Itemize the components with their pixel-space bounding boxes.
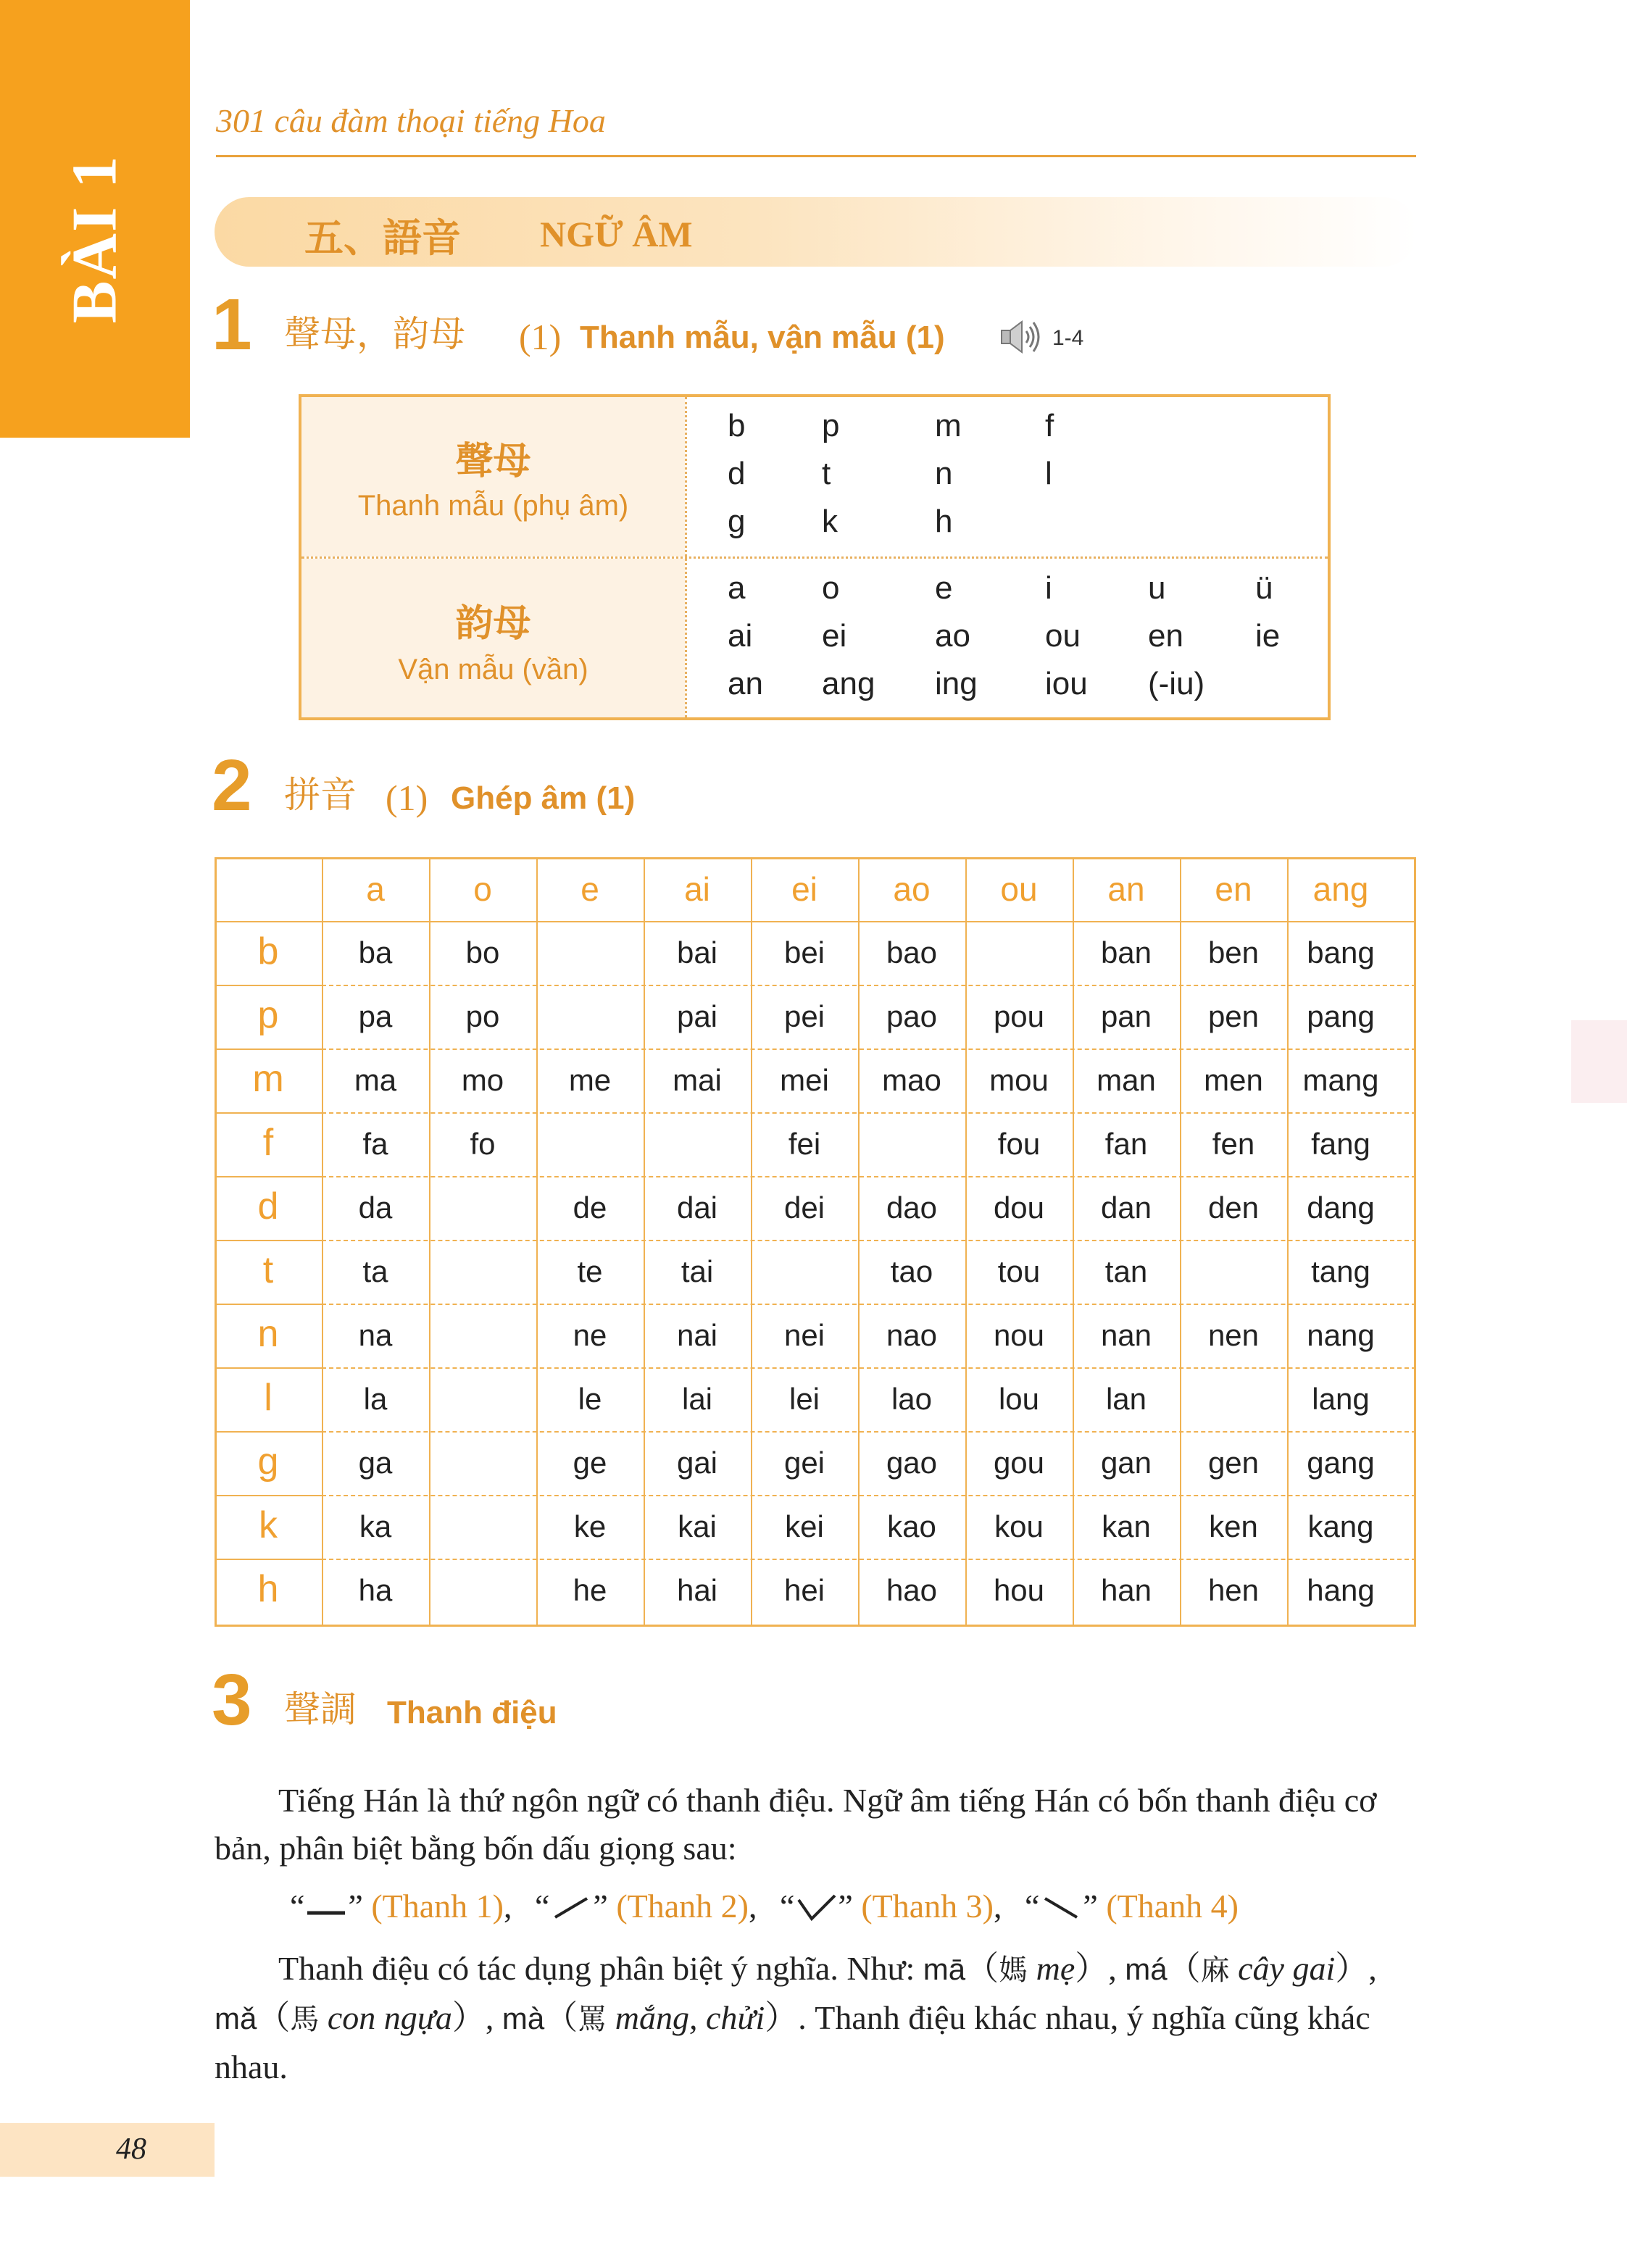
syllable-cell: fou (997, 1127, 1041, 1161)
finals-label-vietnamese: Vận mẫu (vần) (398, 654, 588, 685)
final-item: ai (728, 618, 753, 654)
speaker-icon[interactable] (1000, 319, 1044, 355)
syllable-cell: kang (1307, 1509, 1374, 1543)
initial-item: g (728, 504, 746, 539)
syllable-cell: gou (993, 1446, 1045, 1480)
syllable-cell: man (1097, 1063, 1156, 1097)
syllable-cell: he (573, 1573, 607, 1607)
syllable-cell: hao (886, 1573, 938, 1607)
syllable-cell (429, 1304, 536, 1367)
page-edge-tab (1571, 1020, 1627, 1103)
final-item: u (1148, 570, 1166, 606)
example-3-meaning: con ngựa (327, 1999, 452, 2036)
syllable-cell: gai (676, 1446, 718, 1480)
heading-2-vietnamese: Ghép âm (1) (451, 780, 636, 816)
tone-4-mark-icon (1039, 1893, 1083, 1922)
syllable-cell: fan (1104, 1127, 1148, 1161)
syllable-cell: gao (886, 1446, 938, 1480)
tone-meaning-paragraph: Thanh điệu có tác dụng phân biệt ý nghĩa. Như: mā（媽 mẹ）, má（麻 cây gai）, mǎ（馬 con ngựa）, mà（罵 mắng, chửi）. Thanh điệu khác nhau, ý nghĩa cũng khác nhau. (215, 1950, 1377, 2085)
heading-3-chinese: 聲調 (284, 1688, 357, 1730)
final-item: o (822, 570, 840, 606)
initial-item: n (935, 456, 953, 491)
syllable-cell: ben (1207, 935, 1260, 970)
example-1-pinyin: mā (923, 1952, 966, 1986)
tone-1-label: (Thanh 1) (371, 1888, 504, 1925)
initial-item: m (935, 408, 962, 443)
syllable-cell: da (358, 1191, 393, 1225)
final-item: (-iu) (1148, 666, 1205, 701)
syllable-cell: mang (1302, 1063, 1379, 1097)
syllable-cell: mao (882, 1063, 941, 1097)
row-header: n (257, 1313, 279, 1355)
initial-item: b (728, 408, 746, 443)
example-2-chinese: 麻 (1200, 1954, 1230, 1987)
syllable-cell: kei (785, 1509, 824, 1543)
initial-item: t (822, 456, 831, 491)
initial-item: k (822, 504, 838, 539)
heading-2-number: 2 (212, 745, 252, 826)
final-item: ü (1255, 570, 1273, 606)
syllable-cell: hai (676, 1573, 718, 1607)
book-title: 301 câu đàm thoại tiếng Hoa (216, 102, 606, 139)
syllable-cell: dang (1307, 1191, 1375, 1225)
syllable-cell: nao (886, 1318, 938, 1352)
syllable-cell: gan (1100, 1446, 1152, 1480)
column-header: ai (684, 870, 710, 908)
tone-2-mark-icon (549, 1893, 593, 1922)
tone-2-label: (Thanh 2) (616, 1888, 749, 1925)
final-item: i (1045, 570, 1052, 606)
syllable-cell: fo (470, 1127, 496, 1161)
syllable-cell (1180, 1367, 1287, 1431)
syllable-cell: pou (993, 999, 1045, 1033)
final-item: ie (1255, 618, 1281, 654)
syllable-cell: hou (993, 1573, 1045, 1607)
tone-4-label: (Thanh 4) (1106, 1888, 1239, 1925)
syllable-cell: men (1204, 1063, 1263, 1097)
syllable-cell: hen (1207, 1573, 1260, 1607)
initials-label-chinese: 聲母 (455, 439, 531, 483)
column-header: o (473, 870, 492, 908)
row-header: k (259, 1504, 278, 1546)
audio-track-number: 1-4 (1052, 326, 1084, 350)
heading-2-chinese: 拼音 (284, 774, 357, 816)
tone-marks-line: “ ” (Thanh 1), “ ” (Thanh 2), “ ” (Thanh 3), “ ” (Thanh 4) (290, 1888, 1239, 1925)
heading-1-number: 1 (212, 284, 252, 365)
example-3-pinyin: mǎ (215, 2001, 257, 2035)
example-4-meaning: mắng, chửi (615, 1999, 765, 2036)
syllable-cell: lan (1105, 1382, 1147, 1416)
syllable-cell: han (1100, 1573, 1152, 1607)
row-header: h (257, 1568, 279, 1610)
para2-tail: . Thanh điệu khác nhau, ý nghĩa cũng khác nhau. (215, 1999, 1370, 2085)
syllable-cell: dei (783, 1191, 825, 1225)
syllable-cell: tang (1311, 1254, 1370, 1288)
final-item: ang (822, 666, 875, 701)
syllable-cell: ge (573, 1446, 607, 1480)
syllable-cell: ba (358, 935, 393, 970)
syllable-cell: dou (993, 1191, 1045, 1225)
initials-label-vietnamese: Thanh mẫu (phụ âm) (357, 490, 629, 522)
syllable-cell: gang (1307, 1446, 1375, 1480)
syllable-cell: ha (358, 1573, 393, 1607)
column-header: ang (1312, 870, 1369, 908)
para2-lead: Thanh điệu có tác dụng phân biệt ý nghĩa. Như: (278, 1950, 915, 1987)
syllable-cell: fang (1311, 1127, 1370, 1161)
column-header: en (1215, 870, 1252, 908)
syllable-cell: tan (1104, 1254, 1148, 1288)
syllable-cell: gen (1207, 1446, 1260, 1480)
syllable-cell: nei (783, 1318, 825, 1352)
row-header: b (257, 930, 279, 972)
row-header: f (262, 1122, 274, 1164)
syllable-cell: ta (362, 1254, 388, 1288)
syllable-cell: nan (1100, 1318, 1152, 1352)
syllable-cell: kao (887, 1509, 936, 1543)
heading-3-number: 3 (212, 1659, 252, 1740)
example-2-meaning: cây gai (1238, 1950, 1336, 1987)
syllable-cell (429, 1176, 536, 1240)
syllable-cell: ban (1100, 935, 1152, 970)
syllable-cell (644, 1112, 751, 1176)
final-item: ing (935, 666, 978, 701)
syllable-cell: tao (890, 1254, 933, 1288)
page-number: 48 (116, 2132, 146, 2166)
syllable-cell: mei (780, 1063, 829, 1097)
syllable-cell: nen (1207, 1318, 1260, 1352)
syllable-cell: le (578, 1382, 602, 1416)
syllable-cell: fei (788, 1127, 821, 1161)
syllable-cell: na (358, 1318, 393, 1352)
final-item: ou (1045, 618, 1081, 654)
syllable-cell: nai (676, 1318, 718, 1352)
syllable-cell: tai (681, 1254, 714, 1288)
syllable-cell: lei (788, 1382, 820, 1416)
syllable-cell: te (577, 1254, 603, 1288)
syllable-cell: ke (573, 1509, 607, 1543)
syllable-cell: kan (1102, 1509, 1151, 1543)
lesson-tab (0, 0, 190, 438)
example-1-meaning: mẹ (1036, 1950, 1075, 1987)
syllable-cell (858, 1112, 965, 1176)
syllable-cell: mo (461, 1063, 504, 1097)
table1-divider (301, 556, 1328, 559)
final-item: e (935, 570, 953, 606)
syllable-cell: lai (681, 1382, 713, 1416)
syllable-cell: lou (998, 1382, 1040, 1416)
syllable-cell: gei (783, 1446, 825, 1480)
syllable-cell (965, 921, 1073, 985)
syllable-cell: mou (989, 1063, 1049, 1097)
syllable-cell: de (573, 1191, 607, 1225)
syllable-cell (429, 1559, 536, 1622)
syllable-cell: la (363, 1382, 388, 1416)
row-header: m (252, 1058, 284, 1100)
final-item: a (728, 570, 746, 606)
heading-3-vietnamese: Thanh điệu (387, 1695, 557, 1730)
syllable-cell: mai (673, 1063, 722, 1097)
syllable-cell: dai (676, 1191, 718, 1225)
syllable-cell: hei (783, 1573, 825, 1607)
syllable-cell (429, 1431, 536, 1495)
syllable-cell: kai (678, 1509, 717, 1543)
page-number-tab (0, 2123, 215, 2177)
example-1-chinese: 媽 (999, 1954, 1028, 1987)
example-4-pinyin: mà (502, 2001, 545, 2035)
syllable-cell: ne (573, 1318, 607, 1352)
syllable-cell (751, 1240, 858, 1304)
syllable-cell (536, 921, 644, 985)
syllable-cell: ka (359, 1509, 392, 1543)
syllable-cell: bao (886, 935, 938, 970)
column-header: an (1107, 870, 1145, 908)
section-title-vietnamese: NGỮ ÂM (540, 214, 693, 254)
header-rule (216, 155, 1416, 157)
syllable-cell: ma (354, 1063, 397, 1097)
syllable-cell (536, 985, 644, 1048)
row-header: t (262, 1249, 274, 1291)
final-item: ao (935, 618, 970, 654)
syllable-cell: den (1207, 1191, 1260, 1225)
syllable-cell (536, 1112, 644, 1176)
heading-2-paren: (1) (386, 777, 428, 818)
syllable-cell: ga (358, 1446, 393, 1480)
heading-1-vietnamese: Thanh mẫu, vận mẫu (1) (580, 320, 945, 355)
syllable-cell: bo (465, 935, 500, 970)
final-item: an (728, 666, 763, 701)
syllable-cell: fen (1212, 1127, 1255, 1161)
syllable-cell: fa (362, 1127, 388, 1161)
example-2-pinyin: má (1125, 1952, 1168, 1986)
column-header: e (581, 870, 599, 908)
column-header: a (366, 870, 385, 908)
syllable-cell: pan (1100, 999, 1152, 1033)
initial-item: h (935, 504, 953, 539)
syllable-cell: kou (994, 1509, 1044, 1543)
syllable-cell: bai (676, 935, 718, 970)
syllable-cell: dao (886, 1191, 938, 1225)
initial-item: d (728, 456, 746, 491)
syllable-cell (429, 1240, 536, 1304)
syllable-cell: lang (1312, 1382, 1370, 1416)
tone-3-label: (Thanh 3) (861, 1888, 994, 1925)
syllable-cell: po (465, 999, 500, 1033)
syllable-cell: ken (1209, 1509, 1258, 1543)
initial-item: f (1045, 408, 1054, 443)
syllable-cell: pei (783, 999, 825, 1033)
syllable-cell: pao (886, 999, 938, 1033)
tone-3-mark-icon (794, 1893, 838, 1922)
finals-label-chinese: 韵母 (455, 601, 531, 646)
syllable-cell: hang (1307, 1573, 1375, 1607)
syllable-cell: nang (1307, 1318, 1375, 1352)
row-header: p (257, 994, 279, 1036)
syllable-cell: bei (783, 935, 825, 970)
section-title-chinese: 五、語音 (304, 214, 461, 261)
column-header: ao (893, 870, 931, 908)
syllable-cell: pai (676, 999, 718, 1033)
syllable-cell: pa (358, 999, 393, 1033)
row-header: d (257, 1185, 279, 1227)
syllable-cell: lao (891, 1382, 933, 1416)
syllable-cell: bang (1307, 935, 1375, 970)
initial-item: l (1045, 456, 1052, 491)
row-header: l (264, 1377, 272, 1419)
syllable-cell: pen (1207, 999, 1260, 1033)
column-header: ou (1000, 870, 1038, 908)
final-item: en (1148, 618, 1183, 654)
heading-1-chinese: 聲母，韵母 (284, 313, 465, 355)
syllable-cell: tou (997, 1254, 1041, 1288)
syllable-cell (1180, 1240, 1287, 1304)
syllable-cell: me (568, 1063, 612, 1097)
tone-1-mark-icon (304, 1893, 348, 1922)
heading-1-paren: (1) (519, 317, 562, 357)
syllable-cell: dan (1100, 1191, 1152, 1225)
row-header: g (257, 1441, 279, 1483)
tone-intro-paragraph: Tiếng Hán là thứ ngôn ngữ có thanh điệu. Ngữ âm tiếng Hán có bốn thanh điệu cơ bản, phân biệt bằng bốn dấu giọng sau: (215, 1782, 1377, 1867)
column-header: ei (791, 870, 817, 908)
lesson-tab-label: BÀI 1 (59, 154, 130, 324)
syllable-cell (429, 1367, 536, 1431)
syllable-cell (429, 1495, 536, 1559)
example-3-chinese: 馬 (290, 2003, 320, 2036)
final-item: ei (822, 618, 847, 654)
example-4-chinese: 罵 (578, 2003, 607, 2036)
syllable-cell: nou (993, 1318, 1045, 1352)
syllable-cell: pang (1307, 999, 1375, 1033)
initial-item: p (822, 408, 840, 443)
final-item: iou (1045, 666, 1088, 701)
